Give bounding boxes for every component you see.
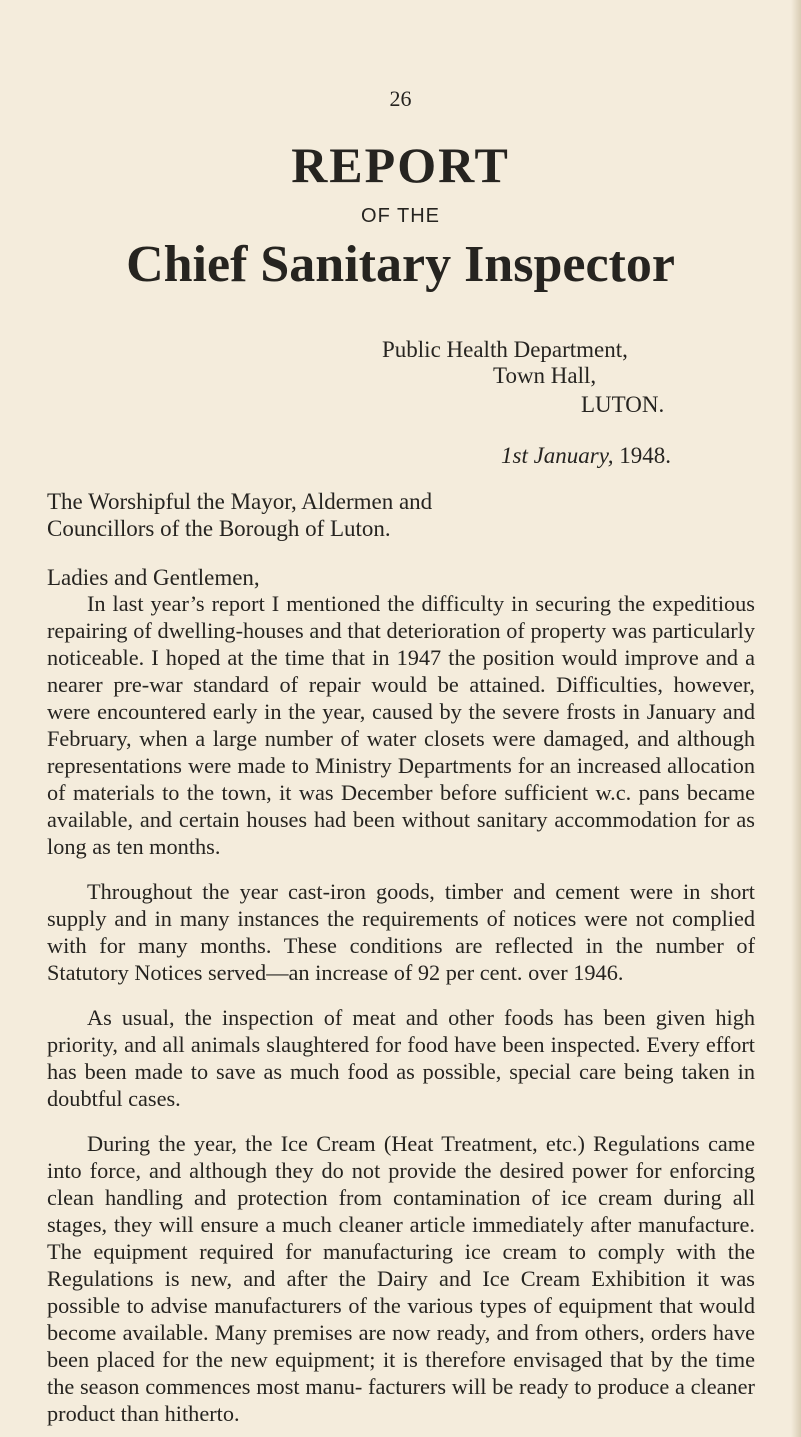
address-line-town: LUTON.	[581, 392, 665, 417]
report-body	[47, 590, 755, 1427]
page-number: 26	[389, 86, 412, 111]
addressee-line: Councillors of the Borough of Luton.	[47, 516, 391, 541]
salutation: Ladies and Gentlemen,	[47, 565, 260, 590]
body-paragraph: Throughout the year cast-iron goods, timber and cement were in short supply and in many instances the requirements of notices were not complied with for many months. These conditions are reflected in the number of Statutory Notices served—an increase of 92 per cent. over 1946.	[47, 879, 755, 985]
report-subject-title: Chief Sanitary Inspector	[126, 236, 675, 293]
address-line-department: Public Health Department,	[382, 337, 628, 362]
body-paragraph: As usual, the inspection of meat and other foods has been given high priority, and all animals slaughtered for food have been inspected. Every effort has been made to save as much food as possible, special care being taken in doubtful cases.	[47, 1005, 755, 1111]
letter-date	[501, 443, 671, 469]
address-line-town-hall: Town Hall,	[493, 363, 597, 388]
date-month: January,	[533, 443, 614, 468]
addressee-line: The Worshipful the Mayor, Aldermen and	[47, 489, 433, 514]
report-title: REPORT	[291, 137, 510, 193]
body-paragraph: In last year’s report I mentioned the difficulty in securing the expeditious repairing of dwelling-houses and that deterioration of property was particularly noticeable. I hoped at the time that in 1947 the position would improve and a nearer pre-war standard of repair would be attained. Difficulties, however, were encountered early in the year, caused by the severe frosts in January and February, when a large number of water closets were damaged, and although representations were made to Ministry Departments for an increased allocation of materials to the town, it was December before sufficient w.c. pans became available, and certain houses had been without sanitary accommodation for as long as ten months.	[47, 591, 755, 859]
addressee-block	[47, 488, 767, 542]
date-year: 1948.	[619, 443, 671, 468]
body-paragraph: During the year, the Ice Cream (Heat Treatment, etc.) Regulations came into force, and although they do not provide the desired power for enforcing clean handling and protection from contamination of ice cream during all stages, they will ensure a much cleaner article immediately after manufacture. The equipment required for manufacturing ice cream to comply with the Regulations is new, and after the Dairy and Ice Cream Exhibition it was possible to advise manufacturers of the various types of equipment that would become available. Many premises are now ready, and from others, orders have been placed for the new equipment; it is therefore envisaged that by the time the season commences most manu- facturers will be ready to produce a cleaner product than hitherto.	[47, 1131, 755, 1426]
report-subtitle-connector: OF THE	[361, 205, 440, 227]
date-day: 1st	[501, 443, 528, 468]
